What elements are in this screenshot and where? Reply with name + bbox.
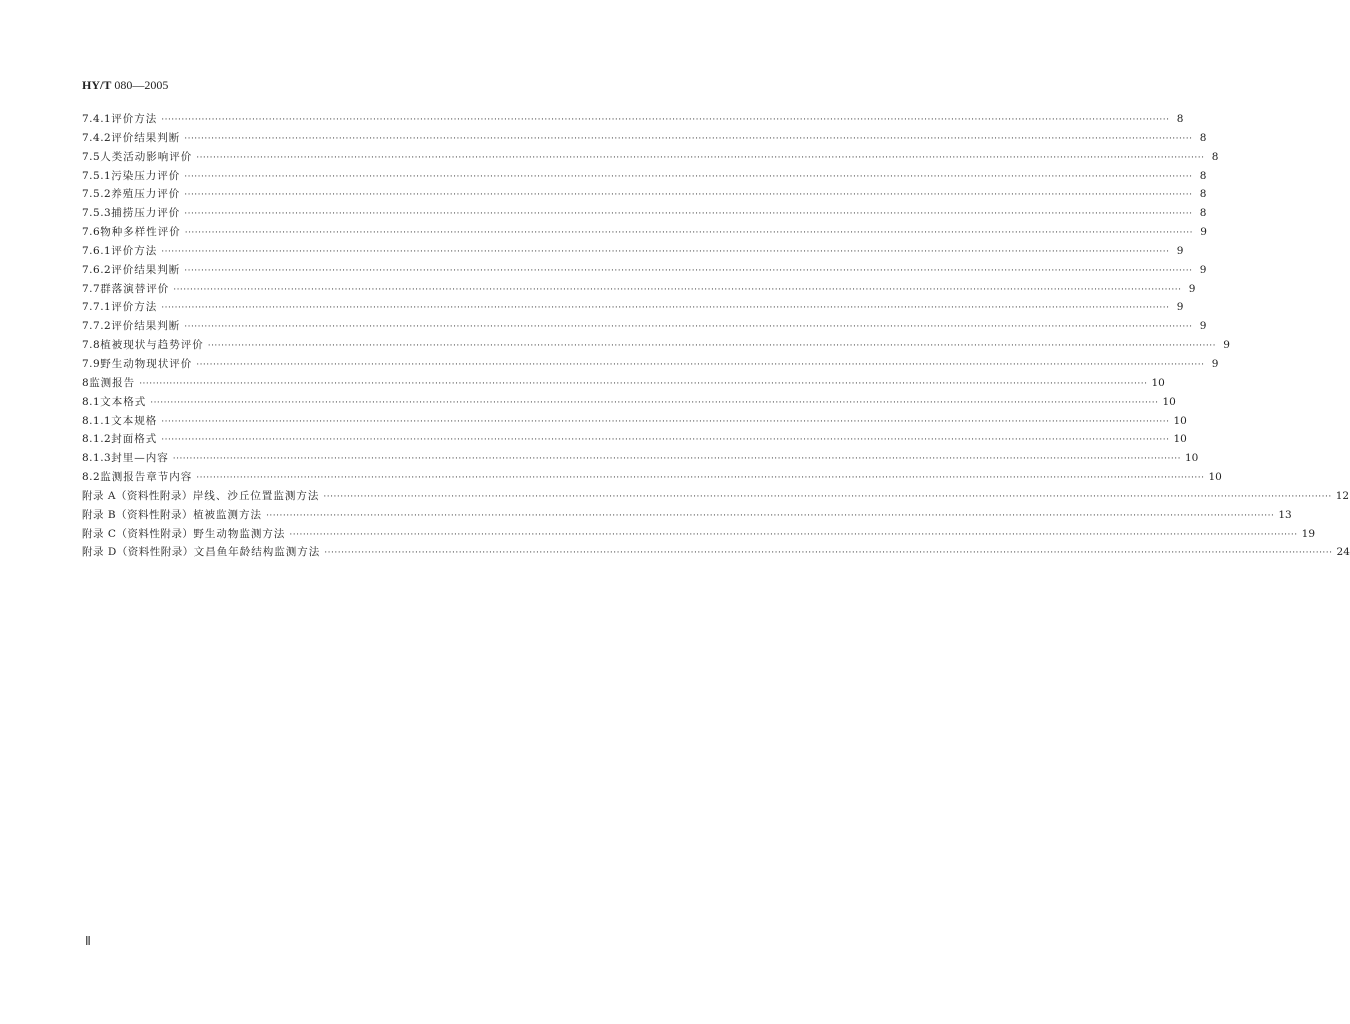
toc-entry-number: 8.1 bbox=[82, 395, 101, 408]
toc-entry-title: 人类活动影响评价 bbox=[100, 150, 193, 163]
toc-entry[interactable] bbox=[82, 412, 1187, 431]
toc-entry[interactable] bbox=[82, 468, 1222, 487]
toc-entry-page: 9 bbox=[1199, 263, 1207, 276]
toc-entry-number: 7.8 bbox=[82, 339, 101, 352]
toc-entry-number: 7.5.1 bbox=[82, 169, 112, 182]
toc-entry-title: 污染压力评价 bbox=[111, 169, 181, 182]
toc-leader-dots: ············································································································································································································································································································ bbox=[161, 435, 1170, 446]
toc-leader-dots: ············································································································································································································································································································ bbox=[161, 115, 1170, 125]
toc-entry[interactable] bbox=[82, 280, 1196, 299]
toc-entry[interactable] bbox=[82, 167, 1207, 186]
toc-leader-dots: ············································································································································································································································································································ bbox=[196, 152, 1205, 163]
toc-entry[interactable] bbox=[82, 204, 1207, 223]
toc-leader-dots: ············································································································································································································································································································ bbox=[184, 228, 1193, 239]
toc-entry-number: 附录 C（资料性附录） bbox=[82, 527, 194, 540]
toc-entry-title: 植被现状与趋势评价 bbox=[100, 339, 204, 352]
standard-header bbox=[82, 78, 168, 93]
toc-entry-title: 封面格式 bbox=[111, 433, 158, 446]
toc-entry[interactable] bbox=[82, 374, 1165, 393]
toc-entry-number: 8.1.2 bbox=[82, 433, 112, 446]
toc-leader-dots: ············································································································································································································································································································ bbox=[184, 265, 1193, 276]
toc-entry[interactable] bbox=[82, 261, 1207, 280]
toc-entry-title: 捕捞压力评价 bbox=[111, 207, 181, 220]
toc-leader-dots: ············································································································································································································································································································ bbox=[161, 303, 1170, 314]
toc-entry-number: 8 bbox=[82, 376, 90, 389]
toc-entry-page: 9 bbox=[1199, 320, 1207, 333]
toc-entry[interactable] bbox=[82, 317, 1207, 336]
toc-entry[interactable] bbox=[82, 148, 1219, 167]
toc-entry-page: 10 bbox=[1162, 395, 1176, 408]
toc-leader-dots: ············································································································································································································································································································ bbox=[196, 359, 1205, 370]
toc-entry-page: 19 bbox=[1301, 527, 1316, 540]
toc-entry-page: 9 bbox=[1176, 244, 1184, 257]
toc-entry-title: 野生动物现状评价 bbox=[100, 357, 193, 370]
toc-entry-title: 评价方法 bbox=[111, 244, 158, 257]
toc-entry-page: 24 bbox=[1336, 546, 1350, 559]
toc-entry[interactable] bbox=[82, 449, 1199, 468]
toc-entry-number: 7.6.2 bbox=[82, 263, 112, 276]
toc-entry-page: 10 bbox=[1184, 452, 1199, 465]
toc-entry-page: 9 bbox=[1211, 357, 1219, 370]
toc-entry[interactable] bbox=[82, 355, 1219, 374]
toc-leader-dots: ············································································································································································································································································································ bbox=[207, 341, 1216, 352]
toc-entry-page: 9 bbox=[1223, 339, 1230, 352]
toc-entry-number: 7.7 bbox=[82, 282, 101, 295]
toc-leader-dots: ············································································································································································································································································································ bbox=[184, 133, 1193, 144]
toc-entry-number: 8.1.1 bbox=[82, 414, 112, 427]
toc-entry-number: 附录 D（资料性附录） bbox=[82, 546, 194, 559]
toc-leader-dots: ············································································································································································································································································································ bbox=[139, 378, 1148, 389]
toc-entry-title: 养殖压力评价 bbox=[111, 188, 181, 201]
toc-entry[interactable] bbox=[82, 543, 1350, 562]
toc-entry-page: 8 bbox=[1199, 188, 1207, 201]
toc-entry-number: 7.6.1 bbox=[82, 244, 112, 257]
toc-entry-number: 7.4.2 bbox=[82, 131, 112, 144]
toc-entry-title: 评价结果判断 bbox=[111, 263, 181, 276]
toc-entry[interactable] bbox=[82, 298, 1184, 317]
toc-leader-dots: ············································································································································································································································································································ bbox=[184, 171, 1193, 182]
toc-entry-page: 9 bbox=[1176, 301, 1184, 314]
toc-entry-page: 10 bbox=[1208, 471, 1222, 484]
toc-leader-dots: ············································································································································································································································································································ bbox=[184, 190, 1193, 201]
toc-entry-number: 附录 B（资料性附录） bbox=[82, 508, 194, 521]
toc-entry[interactable] bbox=[82, 223, 1207, 242]
toc-leader-dots: ············································································································································································································································································································ bbox=[323, 491, 1332, 502]
toc-entry-title: 封里—内容 bbox=[111, 452, 169, 465]
toc-entry-page: 9 bbox=[1188, 282, 1196, 295]
toc-entry-title: 监测报告章节内容 bbox=[100, 471, 193, 484]
toc-entry-page: 8 bbox=[1176, 113, 1184, 125]
toc-entry-number: 7.6 bbox=[82, 226, 101, 239]
standard-number: 080—2005 bbox=[111, 78, 169, 92]
toc-leader-dots: ············································································································································································································································································································ bbox=[196, 473, 1205, 484]
toc-leader-dots: ············································································································································································································································································································ bbox=[150, 397, 1159, 408]
toc-entry-title: 监测报告 bbox=[89, 376, 136, 389]
toc-entry-page: 10 bbox=[1151, 376, 1165, 389]
toc-entry-page: 12 bbox=[1335, 489, 1350, 502]
toc-entry-number: 7.4.1 bbox=[82, 113, 112, 125]
toc-entry-title: 岸线、沙丘位置监测方法 bbox=[192, 489, 320, 502]
toc-entry[interactable] bbox=[82, 336, 1230, 355]
toc-entry-page: 10 bbox=[1173, 414, 1187, 427]
toc-entry[interactable] bbox=[82, 242, 1184, 261]
table-of-contents bbox=[82, 110, 1350, 562]
toc-entry-number: 7.7.1 bbox=[82, 301, 112, 314]
toc-leader-dots: ············································································································································································································································································································ bbox=[184, 322, 1193, 333]
toc-leader-dots: ············································································································································································································································································································ bbox=[289, 529, 1298, 540]
toc-entry-title: 文本规格 bbox=[111, 414, 158, 427]
toc-leader-dots: ············································································································································································································································································································ bbox=[173, 284, 1182, 295]
toc-leader-dots: ············································································································································································································································································································ bbox=[161, 246, 1170, 257]
toc-entry-number: 8.2 bbox=[82, 471, 101, 484]
toc-entry-title: 文昌鱼年龄结构监测方法 bbox=[193, 546, 321, 559]
toc-leader-dots: ············································································································································································································································································································ bbox=[172, 454, 1181, 465]
toc-entry-title: 文本格式 bbox=[100, 395, 147, 408]
toc-entry-title: 群落演替评价 bbox=[100, 282, 170, 295]
toc-entry[interactable] bbox=[82, 110, 1184, 129]
toc-entry[interactable] bbox=[82, 506, 1292, 525]
toc-entry[interactable] bbox=[82, 129, 1207, 148]
toc-entry-number: 7.9 bbox=[82, 357, 101, 370]
standard-code: HY/T bbox=[82, 78, 112, 92]
toc-entry-number: 7.5 bbox=[82, 150, 101, 163]
toc-entry[interactable] bbox=[82, 430, 1187, 449]
toc-entry[interactable] bbox=[82, 525, 1316, 544]
toc-entry-page: 8 bbox=[1199, 131, 1207, 144]
toc-leader-dots: ············································································································································································································································································································ bbox=[161, 416, 1170, 427]
toc-entry-title: 评价结果判断 bbox=[111, 320, 181, 333]
toc-entry-number: 7.7.2 bbox=[82, 320, 112, 333]
toc-leader-dots: ············································································································································································································································································································ bbox=[266, 510, 1275, 521]
toc-entry-page: 8 bbox=[1211, 150, 1219, 163]
toc-entry-number: 7.5.3 bbox=[82, 207, 112, 220]
toc-entry[interactable] bbox=[82, 185, 1207, 204]
toc-entry-number: 附录 A（资料性附录） bbox=[82, 489, 193, 502]
toc-entry-page: 10 bbox=[1173, 433, 1187, 446]
toc-entry-title: 植被监测方法 bbox=[193, 508, 263, 521]
page-number: Ⅱ bbox=[85, 934, 91, 948]
toc-entry-title: 物种多样性评价 bbox=[100, 226, 181, 239]
toc-entry-title: 野生动物监测方法 bbox=[193, 527, 286, 540]
toc-leader-dots: ············································································································································································································································································································ bbox=[324, 548, 1333, 559]
toc-entry[interactable] bbox=[82, 487, 1350, 506]
toc-entry-title: 评价方法 bbox=[111, 113, 158, 125]
toc-entry-number: 7.5.2 bbox=[82, 188, 112, 201]
toc-entry-page: 9 bbox=[1200, 226, 1207, 239]
toc-entry-title: 评价结果判断 bbox=[111, 131, 181, 144]
toc-entry[interactable] bbox=[82, 393, 1176, 412]
toc-entry-page: 8 bbox=[1199, 169, 1207, 182]
toc-entry-page: 8 bbox=[1199, 207, 1207, 220]
toc-entry-page: 13 bbox=[1278, 508, 1292, 521]
toc-leader-dots: ············································································································································································································································································································ bbox=[184, 209, 1193, 220]
toc-entry-title: 评价方法 bbox=[111, 301, 158, 314]
toc-entry-number: 8.1.3 bbox=[82, 452, 112, 465]
